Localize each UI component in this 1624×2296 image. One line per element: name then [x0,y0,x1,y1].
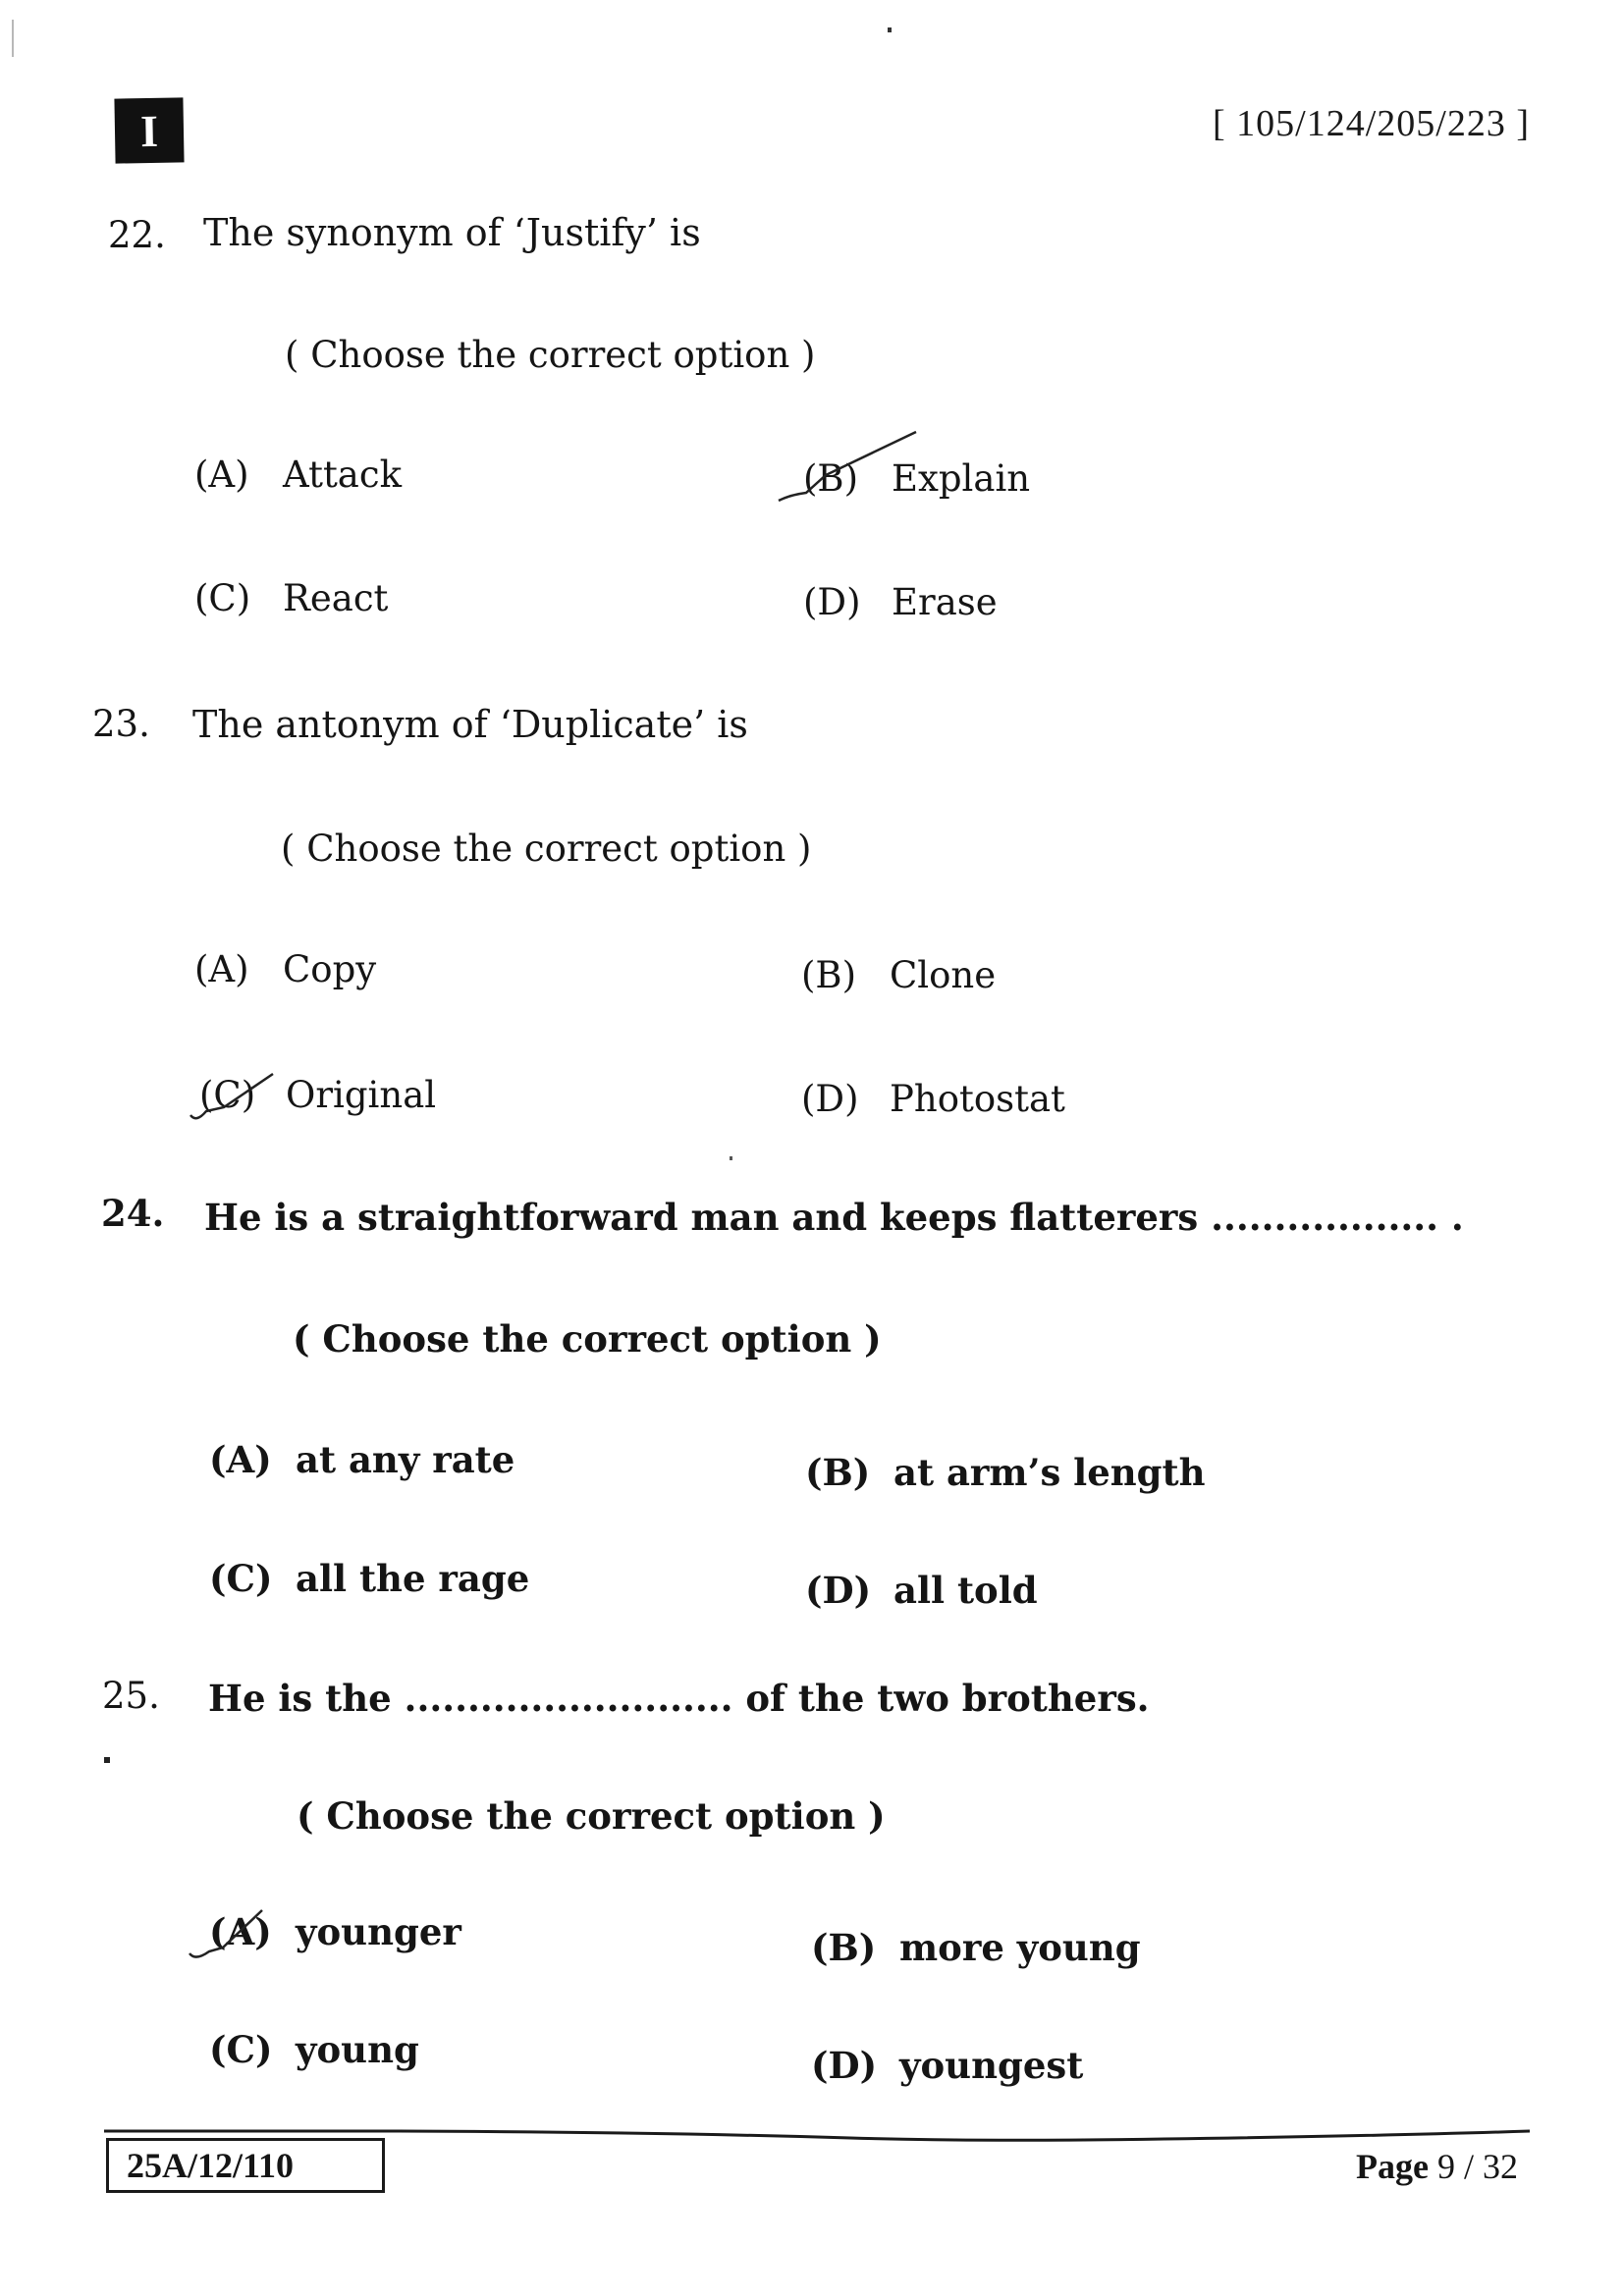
question-number: 22. [108,214,166,256]
page-word: Page [1356,2147,1429,2186]
option-text: younger [296,1910,461,1953]
option-a[interactable] [209,1910,461,1953]
option-b[interactable] [803,457,1030,500]
option-label: (C) [209,1557,273,1600]
option-d[interactable] [805,1569,1038,1612]
option-text: all told [893,1569,1038,1612]
option-text: more young [899,1926,1141,1969]
question-instruction: ( Choose the correct option ) [281,828,812,870]
option-text: all the rage [296,1557,530,1600]
option-label: (A) [209,1438,272,1481]
option-label: (A) [194,454,249,496]
option-text: Copy [283,948,377,990]
question-number: 23. [92,703,150,745]
scan-dot [730,1156,732,1160]
option-text: young [296,2028,419,2071]
option-label: (D) [811,2044,878,2087]
series-code-box [106,2138,385,2193]
set-label-badge [114,97,184,163]
question-text: He is the .......................... of the two brothers. [208,1677,1150,1720]
option-a[interactable] [209,1438,514,1481]
option-text: Original [286,1074,437,1116]
question-instruction: ( Choose the correct option ) [293,1317,882,1361]
option-text: at arm’s length [893,1451,1206,1494]
option-d[interactable] [811,2044,1083,2087]
question-text: He is a straightforward man and keeps flatterers .................. . [204,1196,1464,1239]
option-c[interactable] [194,577,388,619]
scan-edge-mark [12,20,14,57]
option-text: Explain [892,457,1031,500]
option-label: (D) [801,1078,859,1120]
scan-dot [104,1757,110,1763]
question-text: The synonym of ‘Justify’ is [203,211,701,254]
option-label: (D) [803,581,861,623]
option-a[interactable] [194,454,402,496]
option-text: Attack [283,454,403,496]
option-b[interactable] [805,1451,1206,1494]
series-code: 25A/12/110 [127,2146,295,2185]
option-label: (B) [803,457,859,500]
option-label: (B) [811,1926,877,1969]
option-text: youngest [899,2044,1084,2087]
page-numbers: 9 / 32 [1436,2147,1518,2186]
option-b[interactable] [811,1926,1141,1969]
option-label: (C) [199,1074,256,1116]
option-label: (C) [194,577,251,619]
option-c[interactable] [199,1074,436,1116]
question-instruction: ( Choose the correct option ) [297,1794,886,1838]
option-b[interactable] [801,954,996,996]
question-number: 24. [101,1192,165,1235]
option-text: Erase [892,581,998,623]
option-label: (D) [805,1569,872,1612]
question-text: The antonym of ‘Duplicate’ is [192,703,748,746]
option-d[interactable] [803,581,998,623]
paper-codes: [ 105/124/205/223 ] [1213,103,1530,144]
option-c[interactable] [209,1557,529,1600]
option-d[interactable] [801,1078,1065,1120]
option-c[interactable] [209,2028,419,2071]
option-text: Clone [890,954,997,996]
option-label: (B) [805,1451,871,1494]
option-text: at any rate [296,1438,515,1481]
option-text: React [283,577,389,619]
question-instruction: ( Choose the correct option ) [285,334,816,376]
option-text: Photostat [890,1078,1065,1120]
option-a[interactable] [194,948,376,990]
option-label: (A) [194,948,249,990]
scan-dot [888,27,892,32]
question-number: 25. [102,1675,160,1717]
page-indicator [1356,2146,1518,2187]
set-label: I [139,105,159,156]
option-label: (C) [209,2028,273,2071]
option-label: (A) [209,1910,272,1953]
option-label: (B) [801,954,857,996]
